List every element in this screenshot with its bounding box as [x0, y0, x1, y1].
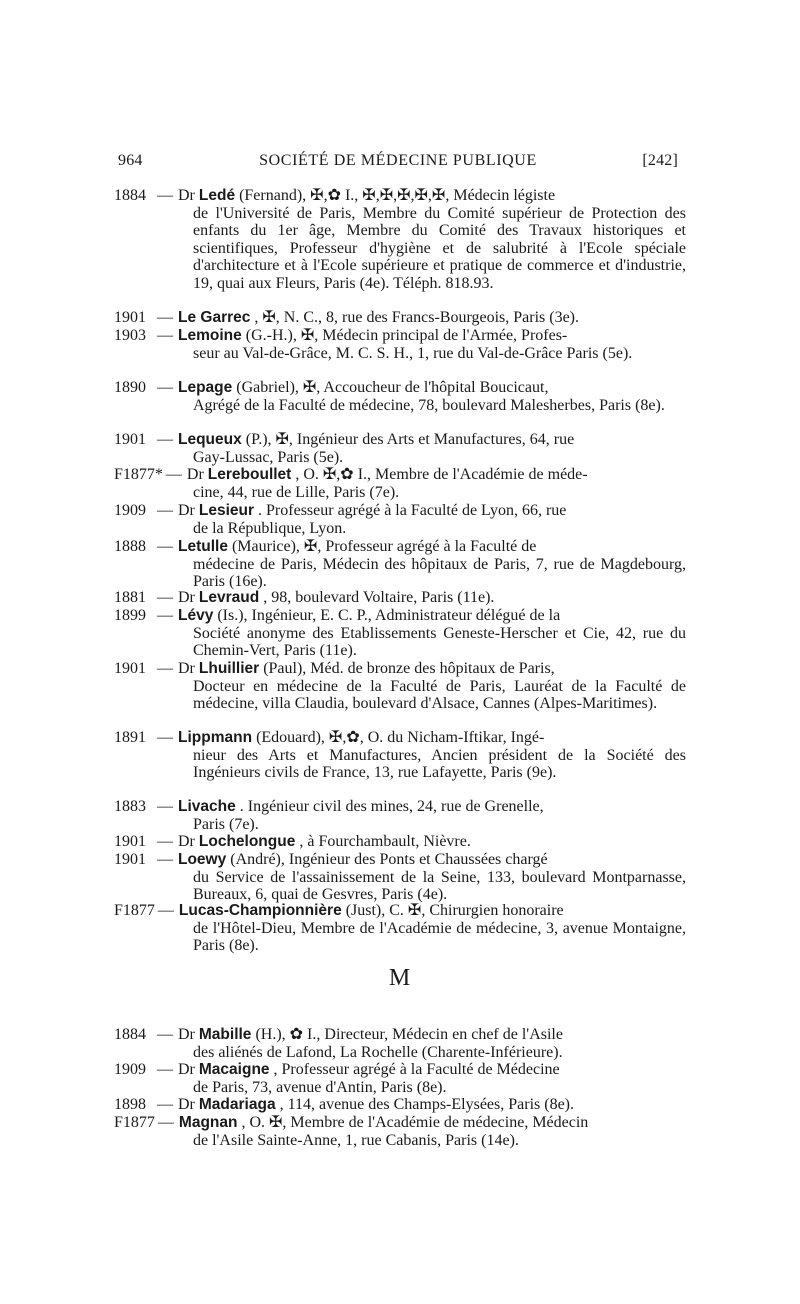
- entry-title-prefix: Dr: [178, 1096, 199, 1113]
- entry-first-line: [114, 1061, 686, 1079]
- member-name: Ledé: [198, 187, 236, 204]
- dash-separator: —: [157, 589, 173, 606]
- member-name: Lippmann: [178, 729, 253, 746]
- dash-separator: —: [157, 431, 173, 448]
- section-letter: M: [388, 965, 412, 991]
- dash-separator: —: [157, 902, 174, 919]
- entry-details-start: (Fernand), ✠,✿ I., ✠,✠,✠,✠,✠, Médecin légiste: [239, 187, 556, 204]
- entry-year: 1903: [114, 327, 146, 344]
- member-name: Le Garrec: [178, 309, 251, 326]
- entry-details-continued: de l'Asile Sainte-Anne, 1, rue Cabanis, Paris (14e).: [193, 1131, 519, 1149]
- dash-separator: —: [157, 851, 173, 868]
- entry-year: 1901: [114, 431, 146, 448]
- member-entry: [114, 1026, 686, 1061]
- entry-details-start: (H.), ✿ I., Directeur, Médecin en chef de l'Asile: [255, 1026, 563, 1043]
- member-entry: [114, 187, 686, 292]
- dash-separator: —: [157, 798, 173, 815]
- entry-year: 1890: [114, 379, 146, 396]
- member-entry: [114, 833, 686, 851]
- entry-details-continued: médecine de Paris, Médecin des hôpitaux de Paris, 7, rue de Magdebourg, Paris (16e).: [193, 555, 686, 590]
- dash-separator: —: [157, 1061, 173, 1078]
- entry-first-line: [114, 902, 686, 920]
- dash-separator: —: [165, 466, 182, 483]
- member-entry: [114, 851, 686, 904]
- entry-details-continued: Société anonyme des Etablissements Geneste-Herscher et Cie, 42, rue du Chemin-Vert, Paris (11e).: [193, 624, 686, 659]
- member-entry: [114, 589, 686, 607]
- member-entry: [114, 327, 686, 362]
- entry-year: F1877: [114, 1114, 155, 1131]
- entry-details-start: , O. ✠, Membre de l'Académie de médecine, Médecin: [241, 1114, 589, 1131]
- member-name: Macaigne: [198, 1061, 270, 1078]
- member-entry: [114, 1114, 686, 1149]
- entry-title-prefix: Dr: [178, 589, 199, 606]
- member-name: Lesieur: [198, 502, 255, 519]
- member-name: Lequeux: [178, 431, 242, 448]
- dash-separator: —: [157, 833, 173, 850]
- entry-details-continued: Gay-Lussac, Paris (5e).: [193, 448, 344, 466]
- entry-details-start: , ✠, N. C., 8, rue des Francs-Bourgeois, Paris (3e).: [254, 309, 580, 326]
- entry-first-line: [114, 660, 686, 678]
- entry-year: 1881: [114, 589, 146, 606]
- entry-year: F1877*: [114, 466, 163, 483]
- entry-details-continued: de l'Hôtel-Dieu, Membre de l'Académie de médecine, 3, avenue Montaigne, Paris (8e).: [193, 919, 686, 954]
- entry-details-start: , 114, avenue des Champs-Elysées, Paris (8e).: [279, 1096, 575, 1113]
- member-name: Lévy: [178, 607, 214, 624]
- entry-first-line: [114, 851, 686, 869]
- entry-first-line: [114, 833, 686, 851]
- dash-separator: —: [157, 1114, 174, 1131]
- member-entry: [114, 729, 686, 782]
- entry-first-line: [114, 327, 686, 345]
- member-entry: [114, 660, 686, 713]
- member-name: Mabille: [198, 1026, 252, 1043]
- entry-details-start: (Just), C. ✠, Chirurgien honoraire: [345, 902, 564, 919]
- entry-first-line: [114, 379, 686, 397]
- entry-details-start: (André), Ingénieur des Ponts et Chaussées chargé: [230, 851, 548, 868]
- entry-first-line: [114, 1114, 686, 1132]
- entry-title-prefix: Dr: [178, 660, 199, 677]
- entry-details-start: (P.), ✠, Ingénieur des Arts et Manufactures, 64, rue: [245, 431, 575, 448]
- entry-year: 1888: [114, 538, 146, 555]
- entry-year: 1883: [114, 798, 146, 815]
- dash-separator: —: [157, 729, 173, 746]
- entry-details-start: , O. ✠,✿ I., Membre de l'Académie de méde-: [295, 466, 588, 483]
- member-name: Levraud: [198, 589, 260, 606]
- entry-details-continued: Agrégé de la Faculté de médecine, 78, boulevard Malesherbes, Paris (8e).: [193, 396, 665, 414]
- member-name: Lereboullet: [207, 466, 292, 483]
- member-entry: [114, 502, 686, 537]
- entry-details-start: (Gabriel), ✠, Accoucheur de l'hôpital Boucicaut,: [236, 379, 549, 396]
- entry-year: 1909: [114, 502, 146, 519]
- member-name: Magnan: [178, 1114, 238, 1131]
- entry-details-continued: Docteur en médecine de la Faculté de Paris, Lauréat de la Faculté de médecine, villa Claudia, boulevard d'Alsace, Cannes (Alpes-Maritimes).: [193, 677, 686, 712]
- entry-first-line: [114, 431, 686, 449]
- entry-title-prefix: Dr: [186, 466, 208, 483]
- member-entry: [114, 538, 686, 591]
- entry-details-start: . Ingénieur civil des mines, 24, rue de Grenelle,: [239, 798, 544, 815]
- entry-first-line: [114, 309, 686, 327]
- member-entry: [114, 309, 686, 327]
- entry-year: 1899: [114, 607, 146, 624]
- member-entry: [114, 431, 686, 466]
- entry-year: 1898: [114, 1096, 146, 1113]
- member-entry: [114, 902, 686, 955]
- entry-details-start: . Professeur agrégé à la Faculté de Lyon, 66, rue: [258, 502, 567, 519]
- member-name: Madariaga: [198, 1096, 276, 1113]
- entry-first-line: [114, 187, 686, 205]
- entry-title-prefix: Dr: [178, 502, 199, 519]
- member-entry: [114, 466, 686, 501]
- entry-title-prefix: Dr: [178, 1061, 199, 1078]
- dash-separator: —: [157, 1096, 173, 1113]
- entry-details-continued: de l'Université de Paris, Membre du Comité supérieur de Protection des enfants du 1er âge, Membre du Comité des Travaux historiques et scientifiques, Professeur d'hygiène et de salubrité à l'Ecole spéciale d'architecture et à l'Ecole supérieure et pratique de commerce et d'industrie, 19, quai aux Fleurs, Paris (4e). Téléph. 818.93.: [193, 204, 686, 292]
- entry-first-line: [114, 502, 686, 520]
- dash-separator: —: [157, 538, 173, 555]
- dash-separator: —: [157, 1026, 173, 1043]
- member-name: Loewy: [178, 851, 227, 868]
- entry-year: 1884: [114, 1026, 146, 1043]
- dash-separator: —: [157, 379, 173, 396]
- member-name: Lochelongue: [198, 833, 296, 850]
- entry-details-start: (Edouard), ✠,✿, O. du Nicham-Iftikar, Ingé-: [256, 729, 545, 746]
- entry-first-line: [114, 1096, 686, 1114]
- entry-details-continued: cine, 44, rue de Lille, Paris (7e).: [193, 483, 400, 501]
- entry-title-prefix: Dr: [178, 187, 199, 204]
- entry-details-continued: des aliénés de Lafond, La Rochelle (Charente-Inférieure).: [193, 1043, 563, 1061]
- entry-first-line: [114, 798, 686, 816]
- entry-year: 1901: [114, 660, 146, 677]
- member-entry: [114, 607, 686, 660]
- entry-first-line: [114, 589, 686, 607]
- entry-title-prefix: Dr: [178, 1026, 199, 1043]
- entry-details-continued: nieur des Arts et Manufactures, Ancien président de la Société des Ingénieurs civils de France, 13, rue Lafayette, Paris (9e).: [193, 746, 686, 781]
- entry-first-line: [114, 466, 686, 484]
- member-name: Letulle: [178, 538, 228, 555]
- member-name: Lepage: [178, 379, 233, 396]
- member-entry: [114, 1061, 686, 1096]
- entry-details-start: , 98, boulevard Voltaire, Paris (11e).: [263, 589, 495, 606]
- entry-title-prefix: Dr: [178, 833, 199, 850]
- member-name: Lemoine: [178, 327, 242, 344]
- dash-separator: —: [157, 502, 173, 519]
- entry-details-continued: seur au Val-de-Grâce, M. C. S. H., 1, rue du Val-de-Grâce Paris (5e).: [193, 344, 633, 362]
- entry-first-line: [114, 729, 686, 747]
- page-number: 964: [118, 152, 143, 169]
- entry-details-start: (Maurice), ✠, Professeur agrégé à la Faculté de: [231, 538, 537, 555]
- member-name: Lucas-Championnière: [178, 902, 342, 919]
- entry-first-line: [114, 1026, 686, 1044]
- running-header: [118, 152, 678, 176]
- entry-details-continued: de Paris, 73, avenue d'Antin, Paris (8e).: [193, 1078, 447, 1096]
- entry-year: 1901: [114, 309, 146, 326]
- entry-year: F1877: [114, 902, 155, 919]
- dash-separator: —: [157, 327, 173, 344]
- entry-first-line: [114, 538, 686, 556]
- member-entry: [114, 798, 686, 833]
- entry-first-line: [114, 607, 686, 625]
- entry-details-continued: du Service de l'assainissement de la Seine, 133, boulevard Montparnasse, Bureaux, 6, quai de Gesvres, Paris (4e).: [193, 868, 686, 903]
- member-name: Lhuillier: [198, 660, 260, 677]
- dash-separator: —: [157, 660, 173, 677]
- member-entry: [114, 379, 686, 414]
- entry-details-start: , à Fourchambault, Nièvre.: [299, 833, 471, 850]
- entry-details-start: (Paul), Méd. de bronze des hôpitaux de Paris,: [263, 660, 555, 677]
- page-title: SOCIÉTÉ DE MÉDECINE PUBLIQUE: [259, 152, 537, 169]
- member-name: Livache: [178, 798, 236, 815]
- dash-separator: —: [157, 187, 173, 204]
- sheet-number: [242]: [642, 152, 678, 169]
- entry-year: 1909: [114, 1061, 146, 1078]
- dash-separator: —: [157, 607, 173, 624]
- entry-year: 1901: [114, 851, 146, 868]
- entry-year: 1884: [114, 187, 146, 204]
- entry-details-continued: de la République, Lyon.: [193, 519, 347, 537]
- entry-details-start: , Professeur agrégé à la Faculté de Médecine: [273, 1061, 560, 1078]
- dash-separator: —: [157, 309, 173, 326]
- entry-details-continued: Paris (7e).: [193, 815, 259, 833]
- entry-details-start: (G.-H.), ✠, Médecin principal de l'Armée, Profes-: [245, 327, 568, 344]
- entry-year: 1891: [114, 729, 146, 746]
- member-entry: [114, 1096, 686, 1114]
- entry-details-start: (Is.), Ingénieur, E. C. P., Administrateur délégué de la: [217, 607, 561, 624]
- entry-year: 1901: [114, 833, 146, 850]
